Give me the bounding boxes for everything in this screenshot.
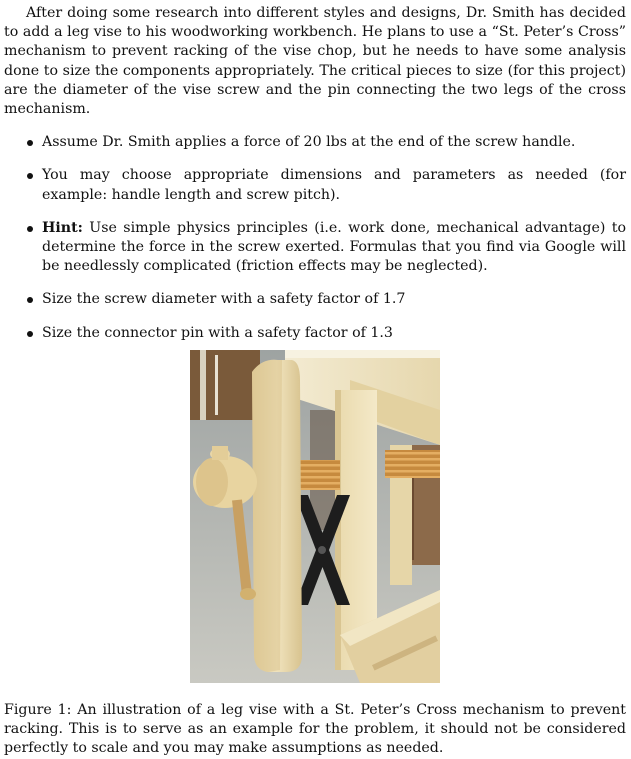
list-item [4,290,626,309]
document-page [4,0,626,357]
bullet-icon [27,297,33,303]
bullet-icon [27,173,33,179]
bullet-icon [27,226,33,232]
intro-paragraph: After doing some research into different styles and designs, Dr. Smith has decided to add a leg vise to his woodworking workbench. He plans to use a “St. Peter’s Cross” mechanism to prevent racking of the vise chop, but he needs to have some analysis done to size the components appropriately. The critical pieces to size (for this project) are the diameter of the vise screw and the pin connecting the two legs of the cross mechanism. [4,5,626,118]
bullet-text: You may choose appropriate dimensions and parameters as needed (for example: handle length and screw pitch). [42,167,626,203]
list-item [4,133,626,152]
bullet-icon [27,140,33,146]
hint-label: Hint: [42,219,83,236]
bullet-text: Size the screw diameter with a safety factor of 1.7 [42,291,406,308]
bullet-icon [27,331,33,337]
list-item [4,219,626,277]
requirements-list [4,133,626,343]
list-item [4,166,626,204]
bullet-text: Assume Dr. Smith applies a force of 20 lbs at the end of the screw handle. [42,134,576,151]
figure-caption: Figure 1: An illustration of a leg vise with a St. Peter’s Cross mechanism to prevent racking. This is to serve as an example for the problem, it should not be considered perfectly to scale and you may make assumptions as needed. [4,702,626,757]
leg-vise-photo [190,350,440,683]
list-item [4,324,626,343]
bullet-text: Size the connector pin with a safety factor of 1.3 [42,324,393,341]
bullet-text: Use simple physics principles (i.e. work done, mechanical advantage) to determine the force in the screw exerted. Formulas that you find via Google will be needlessly complicated (friction effects may be neglected). [42,219,626,275]
